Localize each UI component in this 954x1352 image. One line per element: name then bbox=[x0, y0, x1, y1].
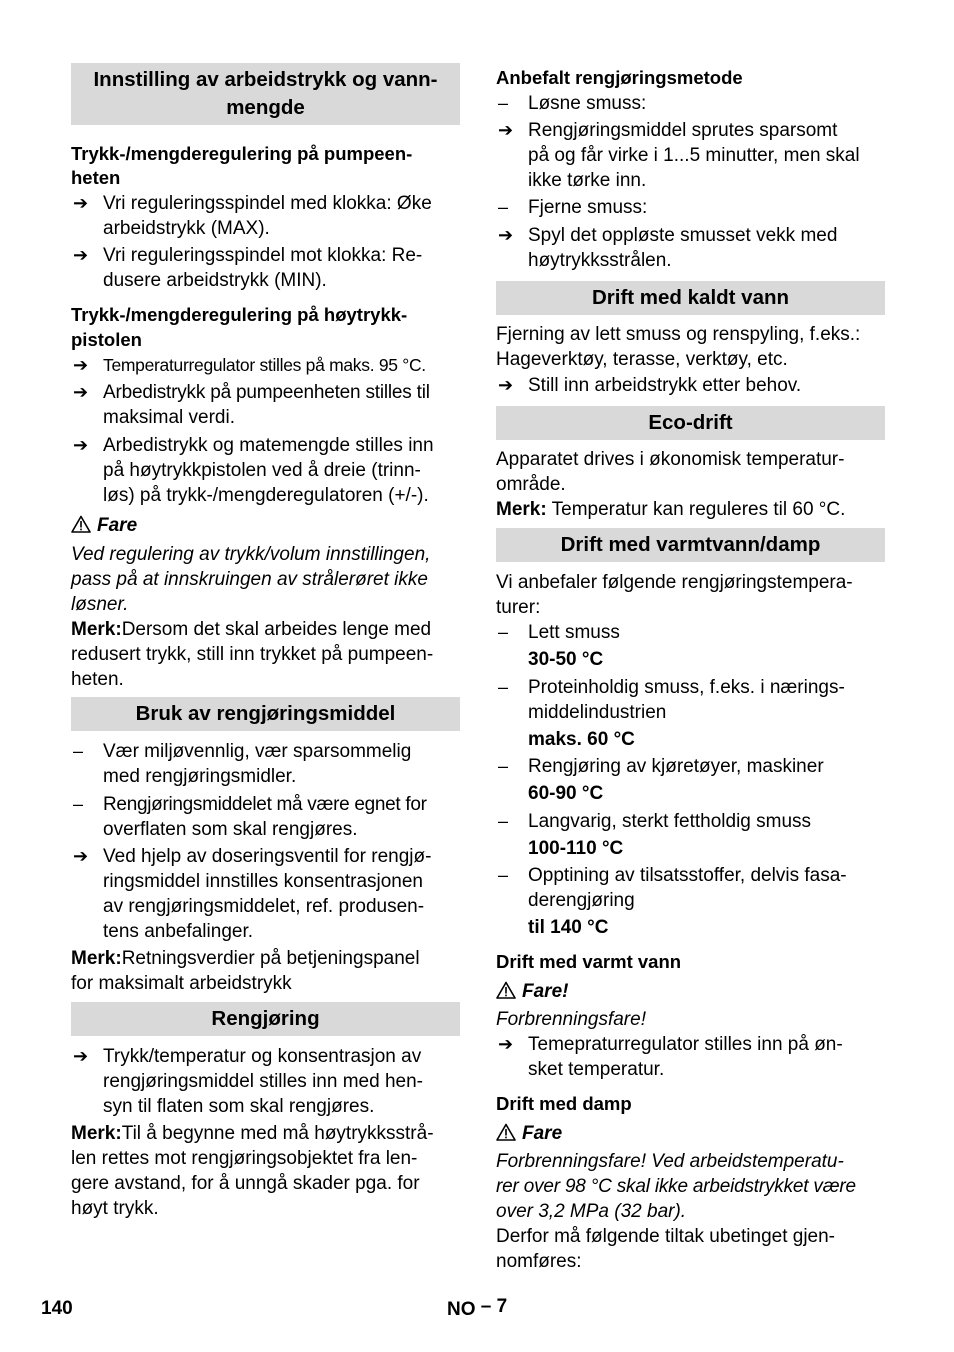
temperature-value: 100-110 °C bbox=[528, 838, 624, 859]
note-text: høyt trykk. bbox=[71, 1198, 159, 1219]
bullet-text: Arbedistrykk og matemengde stilles inn bbox=[103, 435, 434, 456]
bullet-text: Ved hjelp av doseringsventil for rengjø- bbox=[103, 846, 432, 867]
subheading: Anbefalt rengjøringsmetode bbox=[496, 67, 743, 88]
note-text: for maksimalt arbeidstrykk bbox=[71, 973, 292, 994]
warning-triangle-icon bbox=[496, 1123, 516, 1141]
bullet-text: Vær miljøvennlig, vær sparsommelig bbox=[103, 741, 412, 762]
note-text: gere avstand, for å unngå skader pga. for bbox=[71, 1173, 420, 1194]
arrow-right-icon: ➔ bbox=[73, 846, 89, 866]
bullet-text: arbeidstrykk (MAX). bbox=[103, 218, 270, 239]
warning-label bbox=[496, 1121, 562, 1146]
bullet-text: Arbedistrykk på pumpeenheten stilles til bbox=[103, 382, 430, 403]
warning-body: Ved regulering av trykk/volum innstillingen, bbox=[71, 544, 431, 565]
paragraph: turer: bbox=[496, 597, 541, 618]
arrow-right-icon: ➔ bbox=[73, 193, 89, 213]
paragraph: Apparatet drives i økonomisk temperatur- bbox=[496, 449, 845, 470]
dash-bullet: – bbox=[498, 677, 509, 697]
note-paragraph bbox=[496, 497, 845, 522]
warning-label bbox=[496, 979, 568, 1004]
dash-bullet: – bbox=[498, 93, 509, 113]
bullet-text: Løsne smuss: bbox=[528, 93, 647, 114]
note-text: redusert trykk, still inn trykket på pumpeen- bbox=[71, 644, 434, 665]
arrow-right-icon: ➔ bbox=[73, 245, 89, 265]
paragraph: nomføres: bbox=[496, 1251, 582, 1272]
bullet-text: dusere arbeidstrykk (MIN). bbox=[103, 270, 327, 291]
bullet-text: overflaten som skal rengjøres. bbox=[103, 819, 358, 840]
bullet-text: syn til flaten som skal rengjøres. bbox=[103, 1096, 375, 1117]
warning-triangle-icon bbox=[496, 981, 516, 999]
bullet-text: Temepraturregulator stilles inn på øn- bbox=[528, 1034, 843, 1055]
bullet-text: Rengjøringsmiddelet må være egnet for bbox=[103, 794, 427, 815]
temperature-value: 30-50 °C bbox=[528, 649, 604, 670]
bullet-text: på høytrykkpistolen ved å dreie (trinn- bbox=[103, 460, 421, 481]
footer-page-ref: – 7 bbox=[480, 1296, 508, 1317]
footer-label bbox=[447, 1294, 507, 1322]
note-label: Merk: bbox=[71, 948, 122, 969]
footer-lang: NO bbox=[447, 1299, 476, 1320]
paragraph: Fjerning av lett smuss og renspyling, f.eks.: bbox=[496, 324, 861, 345]
bullet-text: Temperaturregulator stilles på maks. 95 °C. bbox=[103, 355, 426, 375]
heading-line: mengde bbox=[226, 96, 305, 119]
warning-body: Forbrenningsfare! bbox=[496, 1009, 646, 1030]
subheading: pistolen bbox=[71, 329, 142, 350]
temperature-value: maks. 60 °C bbox=[528, 729, 635, 750]
bullet-text: Rengjøringsmiddel sprutes sparsomt bbox=[528, 120, 838, 141]
note-paragraph bbox=[71, 617, 431, 642]
section-heading-cleaning: Rengjøring bbox=[71, 1002, 460, 1036]
note-paragraph bbox=[71, 1121, 434, 1146]
note-label: Merk: bbox=[496, 499, 547, 520]
dash-bullet: – bbox=[73, 794, 84, 814]
bullet-text: Fjerne smuss: bbox=[528, 197, 648, 218]
paragraph: Hageverktøy, terasse, verktøy, etc. bbox=[496, 349, 788, 370]
section-heading-eco: Eco-drift bbox=[496, 406, 885, 440]
dash-bullet: – bbox=[73, 741, 84, 761]
arrow-right-icon: ➔ bbox=[498, 225, 514, 245]
warning-triangle-icon bbox=[71, 515, 91, 533]
subheading: Drift med varmt vann bbox=[496, 951, 682, 972]
bullet-text: høytrykksstrålen. bbox=[528, 250, 672, 271]
arrow-right-icon: ➔ bbox=[498, 375, 514, 395]
warning-text: Fare! bbox=[522, 981, 569, 1002]
bullet-text: Trykk/temperatur og konsentrasjon av bbox=[103, 1046, 422, 1067]
note-text: Temperatur kan reguleres til 60 °C. bbox=[546, 499, 846, 520]
bullet-text: Rengjøring av kjøretøyer, maskiner bbox=[528, 756, 824, 777]
warning-body: løsner. bbox=[71, 594, 129, 615]
section-heading-detergent: Bruk av rengjøringsmiddel bbox=[71, 697, 460, 731]
bullet-text: Langvarig, sterkt fettholdig smuss bbox=[528, 811, 812, 832]
paragraph: Vi anbefaler følgende rengjøringstempera- bbox=[496, 572, 853, 593]
bullet-text: Opptining av tilsatsstoffer, delvis fasa- bbox=[528, 865, 847, 886]
warning-body: Forbrenningsfare! Ved arbeidstemperatu- bbox=[496, 1151, 844, 1172]
note-text: heten. bbox=[71, 669, 124, 690]
bullet-text: rengjøringsmiddel stilles inn med hen- bbox=[103, 1071, 423, 1092]
bullet-text: Spyl det oppløste smusset vekk med bbox=[528, 225, 838, 246]
arrow-right-icon: ➔ bbox=[73, 435, 89, 455]
bullet-text: ringsmiddel innstilles konsentrasjonen bbox=[103, 871, 424, 892]
warning-body: pass på at innskruingen av strålerøret ikke bbox=[71, 569, 428, 590]
warning-text: Fare bbox=[522, 1123, 563, 1144]
bullet-text: av rengjøringsmiddelet, ref. produsen- bbox=[103, 896, 425, 917]
note-text: Dersom det skal arbeides lenge med bbox=[121, 619, 432, 640]
dash-bullet: – bbox=[498, 622, 509, 642]
arrow-right-icon: ➔ bbox=[73, 355, 89, 375]
bullet-text: Still inn arbeidstrykk etter behov. bbox=[528, 375, 802, 396]
arrow-right-icon: ➔ bbox=[73, 1046, 89, 1066]
note-text: Retningsverdier på betjeningspanel bbox=[121, 948, 420, 969]
temperature-value: 60-90 °C bbox=[528, 783, 604, 804]
subheading: Trykk-/mengderegulering på pumpeen- bbox=[71, 143, 413, 164]
warning-body: over 3,2 MPa (32 bar). bbox=[496, 1201, 687, 1222]
section-heading-pressure bbox=[71, 63, 460, 125]
subheading: Trykk-/mengderegulering på høytrykk- bbox=[71, 304, 408, 325]
paragraph: Derfor må følgende tiltak ubetinget gjen- bbox=[496, 1226, 836, 1247]
bullet-text: tens anbefalinger. bbox=[103, 921, 254, 942]
note-text: Til å begynne med må høytrykksstrå- bbox=[121, 1123, 434, 1144]
temperature-value: til 140 °C bbox=[528, 917, 609, 938]
note-label: Merk: bbox=[71, 619, 122, 640]
arrow-right-icon: ➔ bbox=[498, 1034, 514, 1054]
arrow-right-icon: ➔ bbox=[73, 382, 89, 402]
bullet-text: Vri reguleringsspindel mot klokka: Re- bbox=[103, 245, 423, 266]
dash-bullet: – bbox=[498, 756, 509, 776]
bullet-text: med rengjøringsmidler. bbox=[103, 766, 297, 787]
warning-label bbox=[71, 513, 137, 538]
note-text: len rettes mot rengjøringsobjektet fra len- bbox=[71, 1148, 418, 1169]
bullet-text: derengjøring bbox=[528, 890, 635, 911]
note-label: Merk: bbox=[71, 1123, 122, 1144]
subheading: Drift med damp bbox=[496, 1093, 632, 1114]
heading-line: Innstilling av arbeidstrykk og vann- bbox=[93, 68, 438, 91]
section-heading-cold-water: Drift med kaldt vann bbox=[496, 281, 885, 315]
bullet-text: Lett smuss bbox=[528, 622, 620, 643]
warning-text: Fare bbox=[97, 515, 138, 536]
bullet-text: maksimal verdi. bbox=[103, 407, 235, 428]
dash-bullet: – bbox=[498, 811, 509, 831]
arrow-right-icon: ➔ bbox=[498, 120, 514, 140]
bullet-text: Vri reguleringsspindel med klokka: Øke bbox=[103, 193, 432, 214]
subheading: heten bbox=[71, 167, 121, 188]
page-number: 140 bbox=[41, 1298, 73, 1319]
bullet-text: middelindustrien bbox=[528, 702, 667, 723]
section-heading-hot-water: Drift med varmtvann/damp bbox=[496, 528, 885, 562]
bullet-text: sket temperatur. bbox=[528, 1059, 665, 1080]
bullet-text: ikke tørke inn. bbox=[528, 170, 647, 191]
paragraph: område. bbox=[496, 474, 566, 495]
dash-bullet: – bbox=[498, 197, 509, 217]
dash-bullet: – bbox=[498, 865, 509, 885]
bullet-text: løs) på trykk-/mengderegulatoren (+/-). bbox=[103, 485, 429, 506]
note-paragraph bbox=[71, 946, 420, 971]
warning-body: rer over 98 °C skal ikke arbeidstrykket være bbox=[496, 1176, 856, 1197]
bullet-text: på og får virke i 1...5 minutter, men skal bbox=[528, 145, 860, 166]
bullet-text: Proteinholdig smuss, f.eks. i nærings- bbox=[528, 677, 845, 698]
